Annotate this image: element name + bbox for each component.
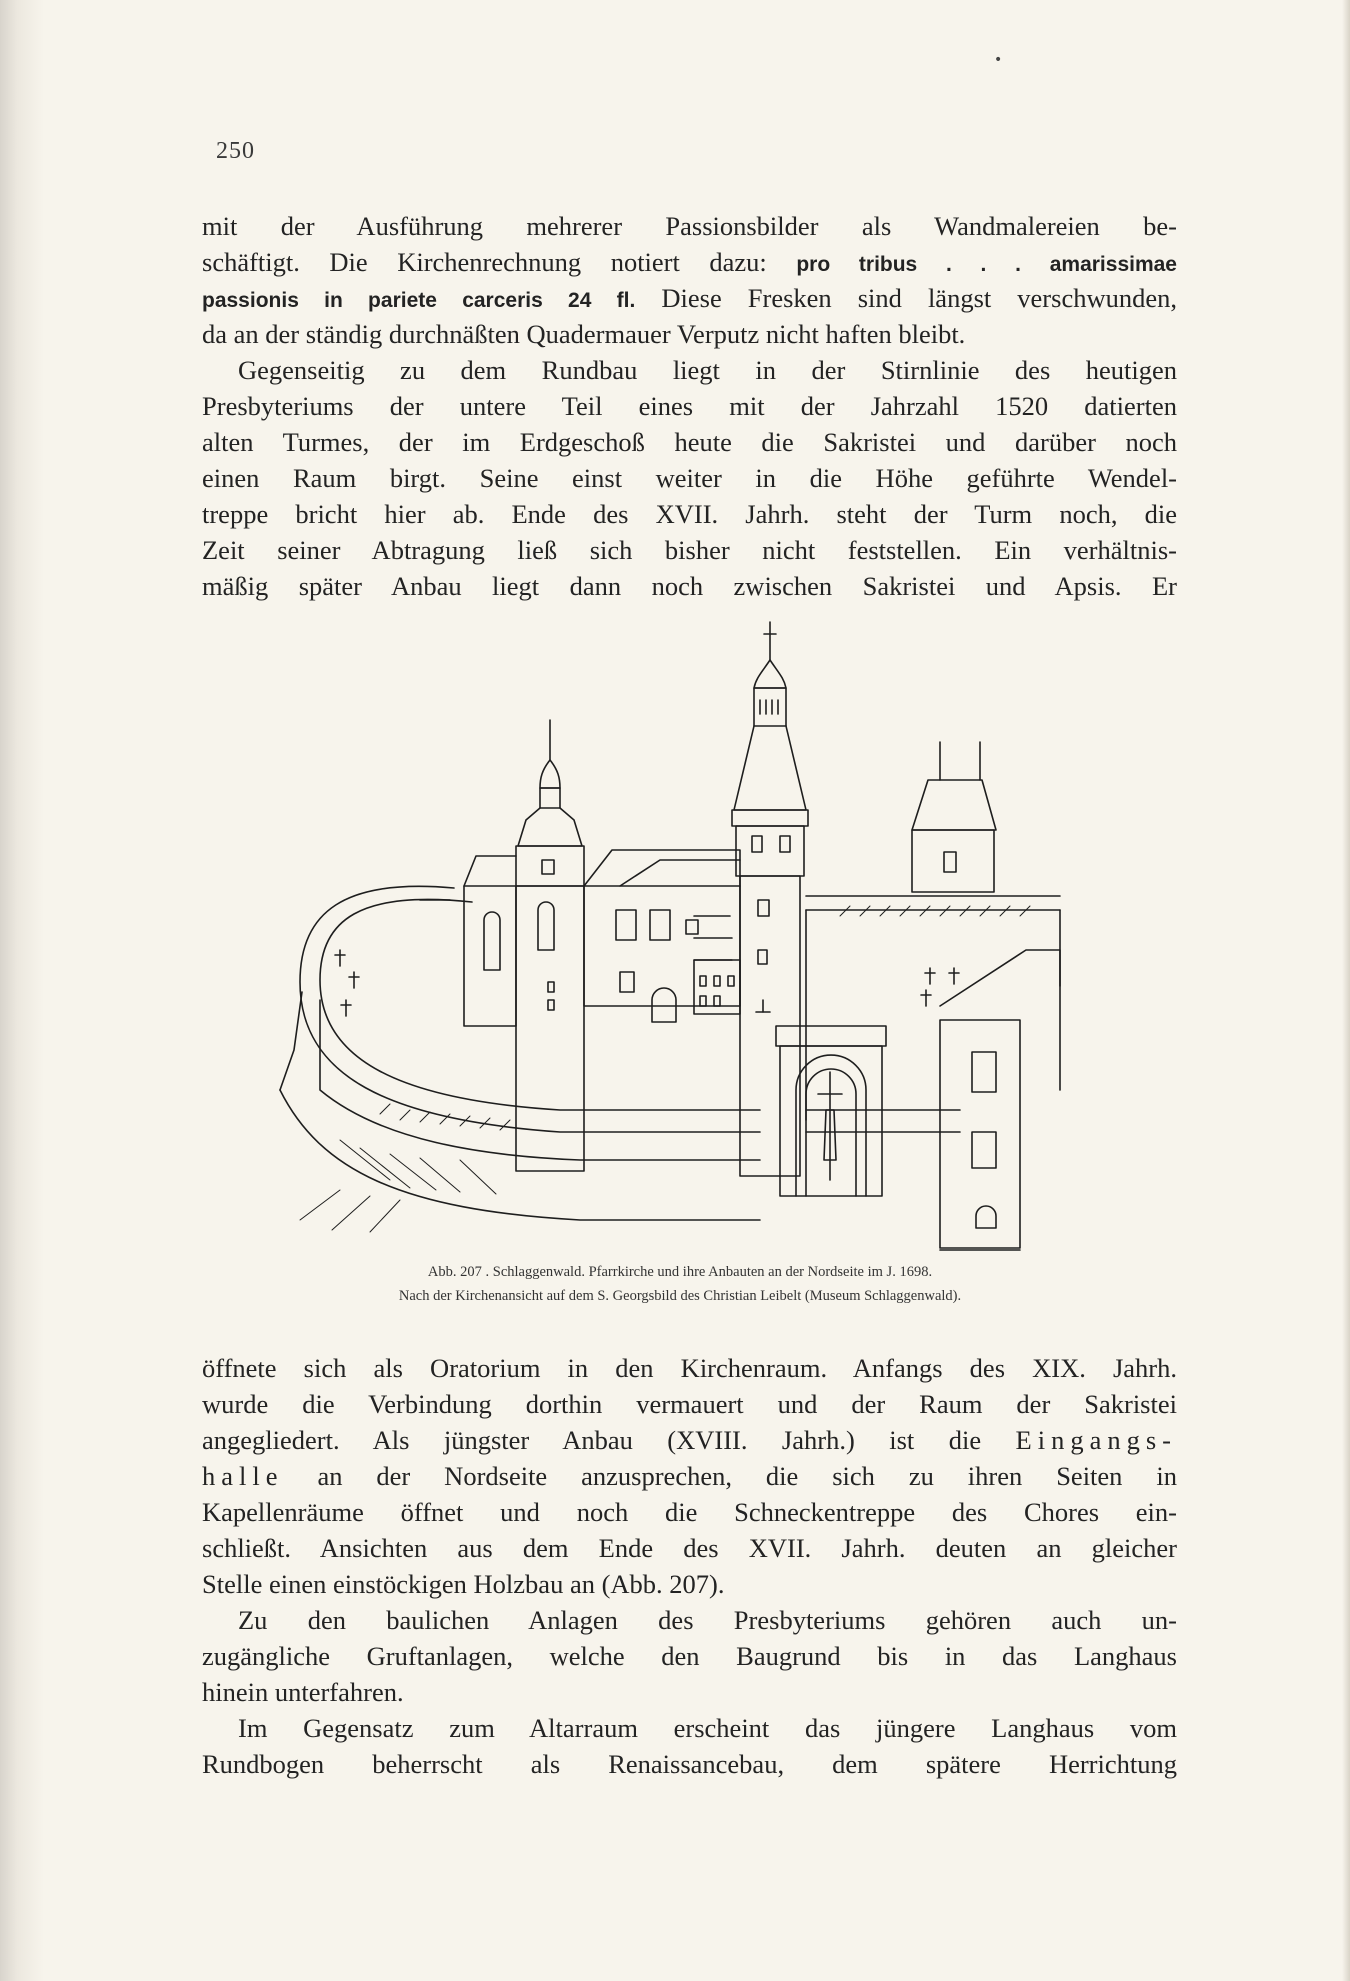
text-line: [202, 352, 1177, 388]
line-text: hinein unterfahren.: [202, 1677, 404, 1707]
text-line: [202, 1350, 1177, 1386]
page-number: 250: [216, 138, 255, 164]
line-text: da an der ständig durchnäßten Quadermauer Verputz nicht haften bleibt.: [202, 319, 966, 349]
entrance-gate: [776, 1026, 886, 1196]
line-text: einen Raum birgt. Seine einst weiter in die Höhe geführte Wendel-: [202, 463, 1177, 493]
text-line: [202, 1530, 1177, 1566]
hatching: [300, 906, 1030, 1232]
line-text: schließt. Ansichten aus dem Ende des XVII. Jahrh. deuten an gleicher: [202, 1533, 1177, 1563]
figure-caption-line-2: Nach der Kirchenansicht auf dem S. Georgsbild des Christian Leibelt (Museum Schlaggenwald).: [398, 1288, 962, 1304]
text-line: [202, 1638, 1177, 1674]
line-text: Diese Fresken sind längst verschwunden,: [635, 283, 1177, 313]
latin-quote: passionis in pariete carceris 24 fl.: [202, 289, 636, 312]
text-line: [202, 280, 1177, 316]
text-line: [202, 1710, 1177, 1746]
spaced-term: halle: [202, 1461, 284, 1491]
line-text: Stelle einen einstöckigen Holzbau an (Abb. 207).: [202, 1569, 725, 1599]
text-line: [202, 460, 1177, 496]
text-line: [202, 1746, 1177, 1782]
text-line: [202, 1458, 1177, 1494]
line-text: mit der Ausführung mehrerer Passionsbilder als Wandmalereien be-: [202, 211, 1177, 241]
right-tower: [912, 742, 996, 892]
figure-caption-line-1: Abb. 207 . Schlaggenwald. Pfarrkirche und ihre Anbauten an der Nordseite im J. 1698.: [427, 1264, 933, 1280]
line-text: Zu den baulichen Anlagen des Presbyteriums gehören auch un-: [238, 1605, 1177, 1635]
body-text-top: [202, 208, 1177, 604]
latin-quote: pro tribus . . . amarissimae: [796, 253, 1177, 276]
line-text: öffnete sich als Oratorium in den Kirchenraum. Anfangs des XIX. Jahrh.: [202, 1353, 1177, 1383]
line-text: schäftigt. Die Kirchenrechnung notiert dazu:: [202, 247, 797, 277]
text-line: [202, 532, 1177, 568]
line-text: treppe bricht hier ab. Ende des XVII. Jahrh. steht der Turm noch, die: [202, 499, 1177, 529]
line-text: Zeit seiner Abtragung ließ sich bisher nicht feststellen. Ein verhältnis-: [202, 535, 1177, 565]
spaced-term: Eingangs-: [1015, 1425, 1177, 1455]
left-tower: [516, 720, 584, 1171]
page-binding-shadow: [0, 0, 44, 1981]
line-text: Rundbogen beherrscht als Renaissancebau, dem spätere Herrichtung: [202, 1749, 1177, 1779]
line-text: Im Gegensatz zum Altarraum erscheint das jüngere Langhaus vom: [238, 1713, 1177, 1743]
line-text: mäßig später Anbau liegt dann noch zwischen Sakristei und Apsis. Er: [202, 571, 1177, 601]
church-illustration: [240, 620, 1120, 1260]
body-text-bottom: [202, 1350, 1177, 1782]
text-line: [202, 1674, 1177, 1710]
line-text: wurde die Verbindung dorthin vermauert und der Raum der Sakristei: [202, 1389, 1177, 1419]
line-text: angegliedert. Als jüngster Anbau (XVIII. Jahrh.) ist die: [202, 1425, 1016, 1455]
line-text: zugängliche Gruftanlagen, welche den Baugrund bis in das Langhaus: [202, 1641, 1177, 1671]
text-line: [202, 568, 1177, 604]
church-nave: [464, 850, 740, 1026]
text-line: [202, 1566, 1177, 1602]
text-line: [202, 1422, 1177, 1458]
text-line: [202, 388, 1177, 424]
page-edge-shadow: [1342, 0, 1350, 1981]
text-line: [202, 1602, 1177, 1638]
text-line: [202, 1494, 1177, 1530]
line-text: Kapellenräume öffnet und noch die Schneckentreppe des Chores ein-: [202, 1497, 1177, 1527]
line-text: an der Nordseite anzusprechen, die sich zu ihren Seiten in: [283, 1461, 1177, 1491]
text-line: [202, 1386, 1177, 1422]
line-text: Gegenseitig zu dem Rundbau liegt in der Stirnlinie des heutigen: [238, 355, 1177, 385]
line-text: alten Turmes, der im Erdgeschoß heute die Sakristei und darüber noch: [202, 427, 1177, 457]
line-text: Presbyteriums der untere Teil eines mit der Jahrzahl 1520 datierten: [202, 391, 1177, 421]
text-line: [202, 244, 1177, 280]
side-building: [940, 950, 1060, 1250]
text-line: [202, 496, 1177, 532]
print-speck: •: [994, 52, 1003, 68]
text-line: [202, 424, 1177, 460]
text-line: [202, 316, 1177, 352]
text-line: [202, 208, 1177, 244]
figure-church-drawing: [240, 620, 1120, 1260]
